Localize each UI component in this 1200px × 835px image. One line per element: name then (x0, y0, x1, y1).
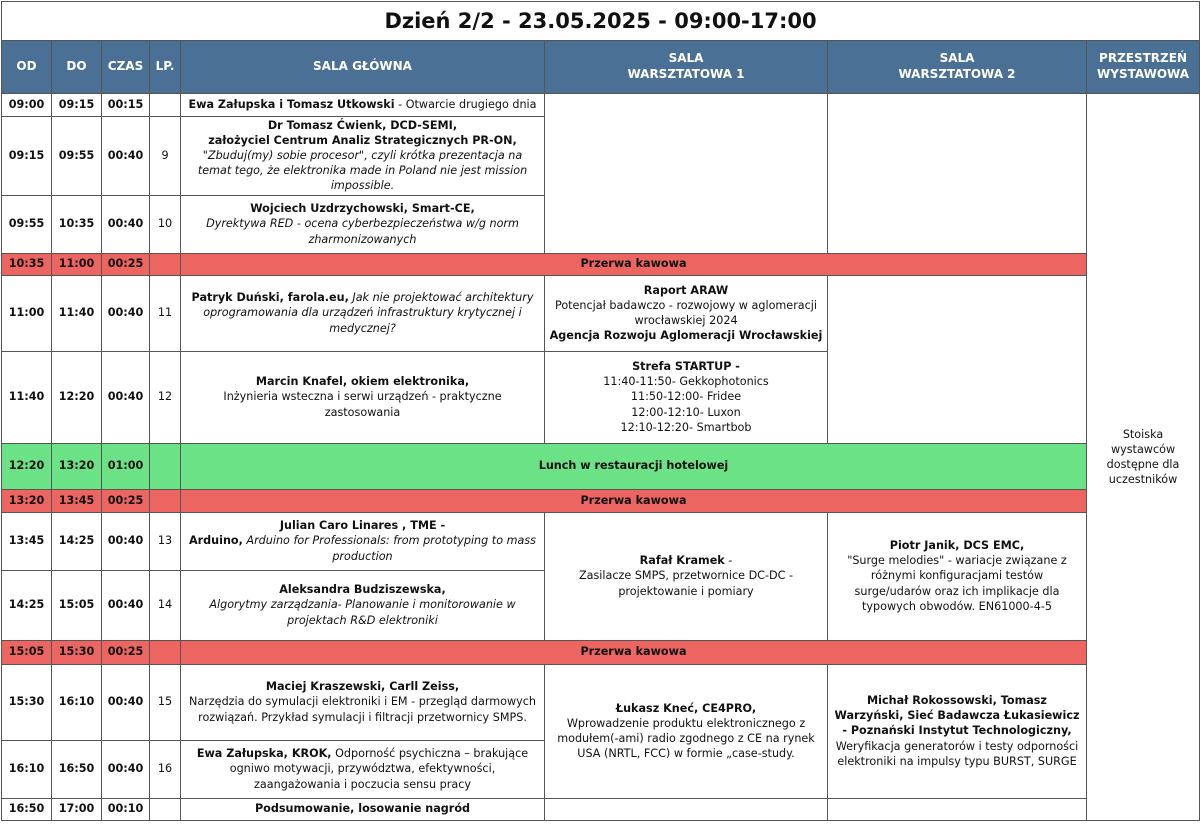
col-header-od: OD (2, 41, 52, 94)
lp-number (150, 489, 181, 512)
time-start: 09:15 (2, 117, 52, 196)
page-title: Dzień 2/2 - 23.05.2025 - 09:00-17:00 (2, 2, 1200, 41)
main-session (181, 117, 545, 196)
duration: 00:40 (102, 117, 150, 196)
workshop-2-header-line1: SALA (939, 51, 975, 66)
duration: 00:40 (102, 740, 150, 798)
time-start: 15:05 (2, 640, 52, 664)
table-row (2, 275, 1200, 351)
time-end: 11:00 (52, 253, 102, 275)
time-end: 10:35 (52, 195, 102, 253)
table-row (2, 94, 1200, 117)
araw-title: Raport ARAW (643, 283, 729, 297)
lp-number (150, 443, 181, 489)
exhibition-header-line2: WYSTAWOWA (1097, 67, 1190, 81)
speaker-name: Łukasz Kneć, CE4PRO, (615, 701, 757, 715)
time-start: 16:50 (2, 798, 52, 820)
workshop-2-empty (828, 94, 1087, 254)
time-start: 11:40 (2, 351, 52, 443)
workshop-1-header-line2: WARSZTATOWA 1 (627, 67, 745, 81)
session-title: Wprowadzenie produktu elektronicznego z modułem(-ami) radio zgodnego z CE na rynek USA (NRTL, FCC) w formie „case-study. (557, 716, 815, 761)
break-row (2, 253, 1200, 275)
col-header-workshop-2 (828, 41, 1087, 94)
time-start: 10:35 (2, 253, 52, 275)
table-row (2, 664, 1200, 740)
main-session (181, 351, 545, 443)
lp-number: 15 (150, 664, 181, 740)
lp-number (150, 253, 181, 275)
main-session (181, 512, 545, 570)
session-title: Zasilacze SMPS, przetwornice DC-DC - projektowanie i pomiary (578, 569, 794, 598)
speaker-name: Patryk Duński, farola.eu, (191, 291, 349, 305)
workshop-1-header-line1: SALA (668, 51, 704, 66)
schedule-table (1, 1, 1200, 821)
lp-number (150, 640, 181, 664)
duration: 00:25 (102, 640, 150, 664)
time-start: 14:25 (2, 570, 52, 640)
speaker-dash: - (724, 554, 733, 568)
duration: 01:00 (102, 443, 150, 489)
time-start: 13:20 (2, 489, 52, 512)
speaker-name: Michał Rokossowski, Tomasz Warzyński, Sieć Badawcza Łukasiewicz - Poznański Instytut Technologiczny, (834, 694, 1080, 738)
col-header-workshop-1 (545, 41, 828, 94)
session-title: Arduino for Professionals: from prototyping to mass production (242, 534, 537, 563)
startup-item: 12:00-12:10- Luxon (631, 405, 741, 419)
duration: 00:15 (102, 94, 150, 117)
time-end: 11:40 (52, 275, 102, 351)
session-title: "Surge melodies" - wariacje związane z różnymi konfiguracjami testów surge/udarów oraz ich implikacje dla typowych obwodów. EN61000-4-5 (847, 554, 1067, 613)
workshop-2-janik (828, 512, 1087, 640)
time-start: 13:45 (2, 512, 52, 570)
time-start: 12:20 (2, 443, 52, 489)
speaker-name: Aleksandra Budziszewska, (279, 583, 446, 597)
main-session (181, 570, 545, 640)
main-session (181, 664, 545, 740)
speaker-name: Ewa Załupska i Tomasz Utkowski (188, 98, 395, 112)
time-start: 09:55 (2, 195, 52, 253)
duration: 00:40 (102, 195, 150, 253)
time-start: 11:00 (2, 275, 52, 351)
workshop-2-empty (828, 275, 1087, 443)
speaker-name: Ewa Załupska, KROK, (196, 747, 332, 761)
time-end: 13:45 (52, 489, 102, 512)
table-row (2, 798, 1200, 820)
lp-number: 12 (150, 351, 181, 443)
session-title: Jak nie projektować architektury oprogramowania dla urządzeń infrastruktury krytycznej i medycznej? (203, 291, 534, 335)
time-end: 12:20 (52, 351, 102, 443)
workshop-1-knec (545, 664, 828, 798)
exhibition-header-line1: PRZESTRZEŃ (1099, 51, 1187, 66)
col-header-main-hall: SALA GŁÓWNA (181, 41, 545, 94)
time-end: 16:10 (52, 664, 102, 740)
col-header-czas: CZAS (102, 41, 150, 94)
lp-number (150, 94, 181, 117)
main-session: Podsumowanie, losowanie nagród (181, 798, 545, 820)
time-end: 15:30 (52, 640, 102, 664)
header-row (2, 41, 1200, 94)
duration: 00:10 (102, 798, 150, 820)
time-start: 16:10 (2, 740, 52, 798)
lp-number: 13 (150, 512, 181, 570)
duration: 00:25 (102, 489, 150, 512)
session-title: "Zbuduj(my) sobie procesor", czyli krótka prezentacja na temat tego, że elektronika made in Poland nie jest mission impossible. (197, 149, 528, 193)
col-header-lp: LP. (150, 41, 181, 94)
araw-description: Potencjał badawczo - rozwojowy w aglomeracji wrocławskiej 2024 (554, 298, 818, 328)
araw-organization: Agencja Rozwoju Aglomeracji Wrocławskiej (549, 329, 823, 343)
main-session (181, 275, 545, 351)
workshop-2-header-line2: WARSZTATOWA 2 (898, 67, 1016, 81)
session-title: Weryfikacja generatorów i testy odporności elektroniki na impulsy typu BURST, SURGE (835, 739, 1079, 768)
time-end: 15:05 (52, 570, 102, 640)
speaker-name: Maciej Kraszewski, Carll Zeiss, (265, 680, 460, 694)
break-row (2, 640, 1200, 664)
duration: 00:40 (102, 351, 150, 443)
lp-number (150, 798, 181, 820)
duration: 00:40 (102, 275, 150, 351)
workshop-1-kramek (545, 512, 828, 640)
time-end: 17:00 (52, 798, 102, 820)
time-end: 13:20 (52, 443, 102, 489)
workshop-2-rokossowski (828, 664, 1087, 798)
time-end: 09:15 (52, 94, 102, 117)
session-title: Odporność psychiczna – brakujące ogniwo motywacji, przywództwa, efektywności, zaangażowania i poczucia sensu pracy (229, 747, 529, 791)
exhibition-cell: Stoiska wystawców dostępne dla uczestników (1087, 94, 1200, 821)
speaker-name: Piotr Janik, DCS EMC, (889, 539, 1025, 553)
lp-number: 10 (150, 195, 181, 253)
session-title: Narzędzia do symulacji elektroniki i EM - przegląd darmowych rozwiązań. Przykład symulacji i filtracji przetwornicy SMPS. (188, 695, 536, 724)
speaker-name: Dr Tomasz Ćwienk, DCD-SEMI, (267, 119, 458, 132)
lp-number: 9 (150, 117, 181, 196)
speaker-affiliation: założyciel Centrum Analiz Strategicznych PR-ON, (208, 134, 517, 148)
startup-title: Strefa STARTUP - (632, 360, 740, 374)
coffee-break-label: Przerwa kawowa (181, 640, 1087, 664)
workshop-1-araw (545, 275, 828, 351)
speaker-name: Julian Caro Linares , TME - (279, 519, 446, 533)
workshop-1-empty (545, 94, 828, 254)
duration: 00:40 (102, 664, 150, 740)
duration: 00:40 (102, 512, 150, 570)
startup-item: 12:10-12:20- Smartbob (620, 420, 752, 434)
time-end: 14:25 (52, 512, 102, 570)
session-description: - Otwarcie drugiego dnia (394, 98, 537, 112)
time-end: 09:55 (52, 117, 102, 196)
lunch-row (2, 443, 1200, 489)
session-title: Inżynieria wsteczna i serwi urządzeń - praktyczne zastosowania (223, 390, 502, 419)
table-row (2, 512, 1200, 570)
workshop-1-empty (545, 798, 828, 820)
session-title: Dyrektywa RED - ocena cyberbezpieczeństwa w/g norm zharmonizowanych (206, 217, 519, 246)
col-header-do: DO (52, 41, 102, 94)
col-header-exhibition (1087, 41, 1200, 94)
time-start: 09:00 (2, 94, 52, 117)
break-row (2, 489, 1200, 512)
startup-item: 11:40-11:50- Gekkophotonics (603, 375, 769, 389)
speaker-name: Marcin Knafel, okiem elektronika, (255, 375, 470, 389)
speaker-name: Rafał Kramek (639, 554, 725, 568)
coffee-break-label: Przerwa kawowa (181, 489, 1087, 512)
workshop-2-empty (828, 798, 1087, 820)
main-session (181, 195, 545, 253)
time-end: 16:50 (52, 740, 102, 798)
lunch-label: Lunch w restauracji hotelowej (181, 443, 1087, 489)
coffee-break-label: Przerwa kawowa (181, 253, 1087, 275)
main-session (181, 740, 545, 798)
speaker-name: Wojciech Uzdrzychowski, Smart-CE, (250, 202, 475, 216)
duration: 00:25 (102, 253, 150, 275)
lp-number: 16 (150, 740, 181, 798)
workshop-1-startup (545, 351, 828, 443)
session-title: Algorytmy zarządzania- Planowanie i monitorowanie w projektach R&D elektroniki (209, 598, 516, 627)
lp-number: 11 (150, 275, 181, 351)
lp-number: 14 (150, 570, 181, 640)
time-start: 15:30 (2, 664, 52, 740)
main-session (181, 94, 545, 117)
duration: 00:40 (102, 570, 150, 640)
startup-item: 11:50-12:00- Fridee (630, 390, 742, 404)
speaker-affiliation: Arduino, (188, 534, 243, 548)
